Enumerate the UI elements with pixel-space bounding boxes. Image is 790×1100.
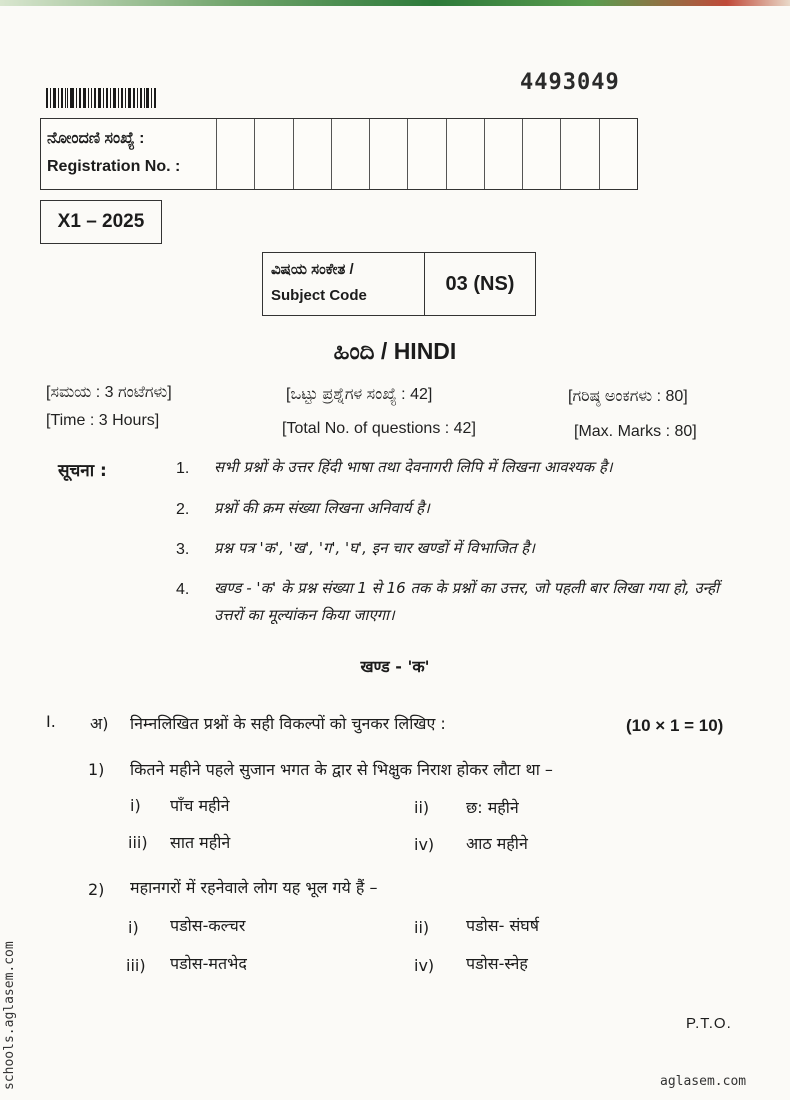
option-label: ii) (414, 798, 430, 817)
time-english: [Time : 3 Hours] (46, 412, 160, 429)
section-title: खण्ड - 'क' (360, 657, 430, 676)
side-watermark: schools.aglasem.com (2, 941, 17, 1090)
option-text: पडोस-स्नेह (466, 954, 528, 973)
footer-watermark: aglasem.com (660, 1074, 747, 1089)
option-label: i) (128, 918, 139, 937)
option-label: iii) (126, 956, 146, 975)
registration-cell (599, 119, 637, 189)
option-label: i) (130, 796, 141, 815)
registration-cell (293, 119, 331, 189)
time-kannada: [ಸಮಯ : 3 ಗಂಟೆಗಳು] (46, 384, 172, 401)
option-label: ii) (414, 918, 430, 937)
question-text: कितने महीने पहले सुजान भगत के द्वार से भिक्षुक निराश होकर लौटा था – (130, 760, 553, 779)
part-roman-number: I. (46, 712, 56, 731)
subject-code-box (262, 252, 536, 316)
part-sub-label: अ) (90, 714, 109, 733)
max-marks-english: [Max. Marks : 80] (574, 423, 697, 440)
registration-cell (369, 119, 407, 189)
instruction-number: 2. (176, 501, 190, 518)
paper-title: ಹಿಂದಿ / HINDI (333, 338, 457, 364)
subject-code-label-english: Subject Code (271, 287, 367, 304)
total-questions-kannada: [ಒಟ್ಟು ಪ್ರಶ್ನೆಗಳ ಸಂಖ್ಯೆ : 42] (286, 386, 433, 403)
top-color-stripe (0, 0, 790, 6)
registration-box (40, 118, 638, 190)
option-text: पडोस-मतभेद (170, 954, 247, 973)
instruction-text: प्रश्नों की क्रम संख्या लिखना अनिवार्य है। (214, 499, 430, 517)
registration-cell (216, 119, 254, 189)
paper-code-box: X1 – 2025 (40, 200, 162, 244)
registration-cell (407, 119, 445, 189)
instruction-number: 1. (176, 460, 190, 477)
barcode (46, 88, 158, 108)
registration-cell (331, 119, 369, 189)
option-text: पाँच महीने (170, 796, 230, 815)
part-marks: (10 × 1 = 10) (626, 716, 724, 735)
max-marks-kannada: [ಗರಿಷ್ಠ ಅಂಕಗಳು : 80] (568, 388, 688, 405)
question-text: महानगरों में रहनेवाले लोग यह भूल गये हैं – (130, 878, 378, 897)
instruction-text: प्रश्न पत्र 'क', 'ख', 'ग', 'घ', इन चार खण्डों में विभाजित है। (214, 539, 535, 557)
instruction-number: 4. (176, 581, 190, 598)
instruction-text: सभी प्रश्नों के उत्तर हिंदी भाषा तथा देवनागरी लिपि में लिखना आवश्यक है। (214, 458, 613, 476)
instruction-number: 3. (176, 541, 190, 558)
option-label: iv) (414, 956, 435, 975)
registration-number-cells (216, 119, 637, 189)
registration-cell (446, 119, 484, 189)
option-text: सात महीने (170, 833, 231, 852)
option-text: पडोस-कल्चर (170, 916, 246, 935)
option-text: छ: महीने (466, 798, 519, 817)
total-questions-english: [Total No. of questions : 42] (282, 420, 476, 437)
option-label: iv) (414, 835, 435, 854)
part-instruction: निम्नलिखित प्रश्नों के सही विकल्पों को चुनकर लिखिए : (130, 714, 446, 733)
registration-cell (484, 119, 522, 189)
question-number: 1) (88, 760, 105, 779)
registration-cell (560, 119, 598, 189)
instructions-heading: सूचना : (58, 461, 107, 481)
registration-label-english: Registration No. : (47, 158, 181, 175)
subject-code-label-kannada: ವಿಷಯ ಸಂಕೇತ / (271, 261, 354, 278)
registration-label-kannada: ನೋಂದಣಿ ಸಂಖ್ಯೆ : (47, 130, 145, 147)
registration-cell (254, 119, 292, 189)
registration-cell (522, 119, 560, 189)
option-label: iii) (128, 833, 148, 852)
option-text: आठ महीने (466, 834, 528, 853)
serial-number: 4493049 (520, 70, 620, 95)
option-text: पडोस- संघर्ष (466, 916, 539, 935)
subject-code-value: 03 (NS) (445, 272, 515, 295)
instruction-text: खण्ड - 'क' के प्रश्न संख्या 1 से 16 तक के प्रश्नों का उत्तर, जो पहली बार लिखा गया हो, उन्हीं उत्तरों का मूल्यांकन किया जाएगा। (214, 579, 719, 624)
pto-marker: P.T.O. (686, 1015, 732, 1032)
question-number: 2) (88, 880, 105, 899)
